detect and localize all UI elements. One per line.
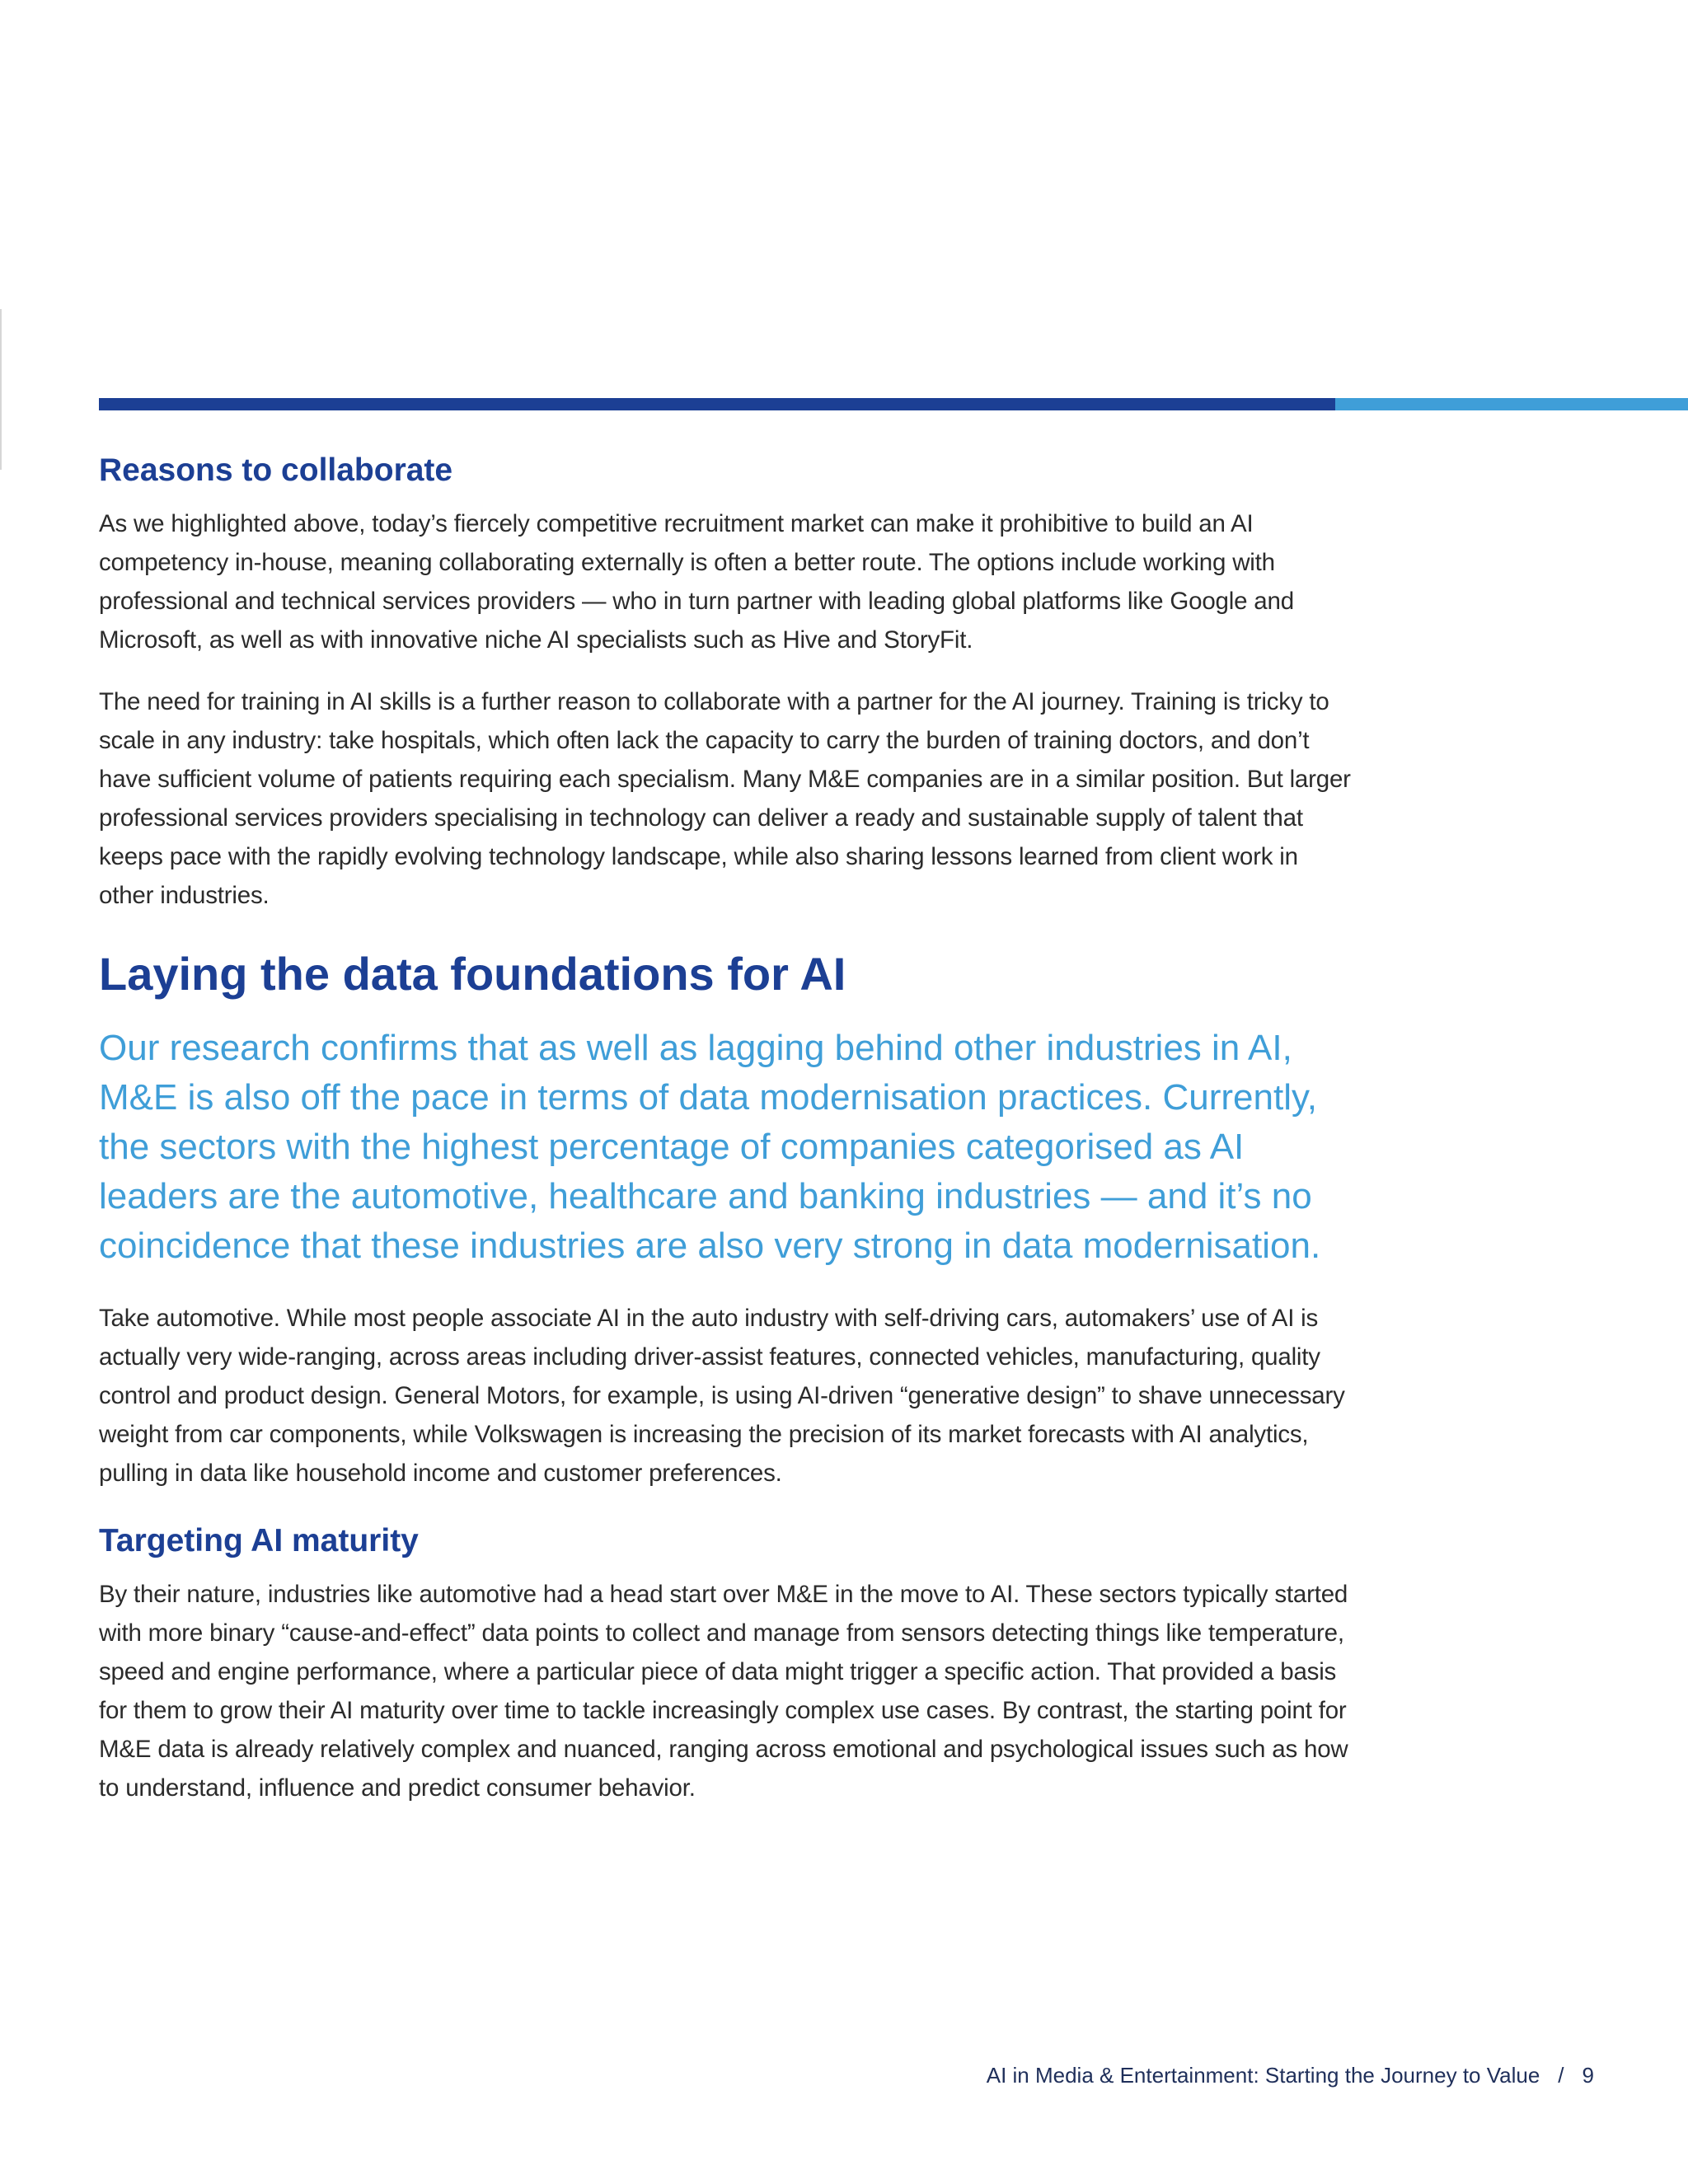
footer-separator: /	[1558, 2063, 1564, 2088]
paragraph-maturity: By their nature, industries like automotive had a head start over M&E in the move to AI. These sectors typically started with more binary “cause-and-effect” data points to collect and manage from sensors detecting things like temperature, speed and engine performance, where a particular piece of data might trigger a specific action. That provided a basis for them to grow their AI maturity over time to tackle increasingly complex use cases. By contrast, the starting point for M&E data is already relatively complex and nuanced, ranging across emotional and psychological issues such as how to understand, influence and predict consumer behavior.	[99, 1581, 1348, 1802]
header-rule-light	[1335, 398, 1688, 410]
lead-paragraph: Our research confirms that as well as lagging behind other industries in AI, M&E is also off the pace in terms of data modernisation practices. Currently, the sectors with the highest percentage of companies categorised as AI leaders are the automotive, healthcare and banking industries — and it’s no coincidence that these industries are also very strong in data modernisation.	[99, 1028, 1321, 1266]
paragraph-reasons-2: The need for training in AI skills is a further reason to collaborate with a partner for the AI journey. Training is tricky to scale in any industry: take hospitals, which often lack the capacity to carry the burden of training doctors, and don’t have sufficient volume of patients requiring each specialism. Many M&E companies are in a similar position. But larger professional services providers specialising in technology can deliver a ready and sustainable supply of talent that keeps pace with the rapidly evolving technology landscape, while also sharing lessons learned from client work in other industries.	[99, 688, 1351, 909]
paragraph-automotive: Take automotive. While most people associate AI in the auto industry with self-driving cars, automakers’ use of AI is actually very wide-ranging, across areas including driver-assist features, connected vehicles, manufacturing, quality control and product design. General Motors, for example, is using AI-driven “generative design” to shave unnecessary weight from car components, while Volkswagen is increasing the precision of its market forecasts with AI analytics, pulling in data like household income and customer preferences.	[99, 1305, 1345, 1487]
header-rule-dark	[99, 398, 1335, 410]
page-number: 9	[1582, 2063, 1594, 2088]
footer-title: AI in Media & Entertainment: Starting the Journey to Value	[986, 2063, 1540, 2088]
heading-targeting-ai-maturity: Targeting AI maturity	[99, 1523, 419, 1558]
page-edge-mark	[0, 309, 2, 470]
paragraph-reasons-1: As we highlighted above, today’s fiercely competitive recruitment market can make it prohibitive to build an AI competency in-house, meaning collaborating externally is often a better route. The options include working with professional and technical services providers — who in turn partner with leading global platforms like Google and Microsoft, as well as with innovative niche AI specialists such as Hive and StoryFit.	[99, 510, 1294, 654]
heading-reasons-to-collaborate: Reasons to collaborate	[99, 452, 453, 488]
page-content	[99, 445, 1352, 1830]
heading-data-foundations: Laying the data foundations for AI	[99, 948, 846, 1000]
page-footer	[987, 2059, 1594, 2092]
